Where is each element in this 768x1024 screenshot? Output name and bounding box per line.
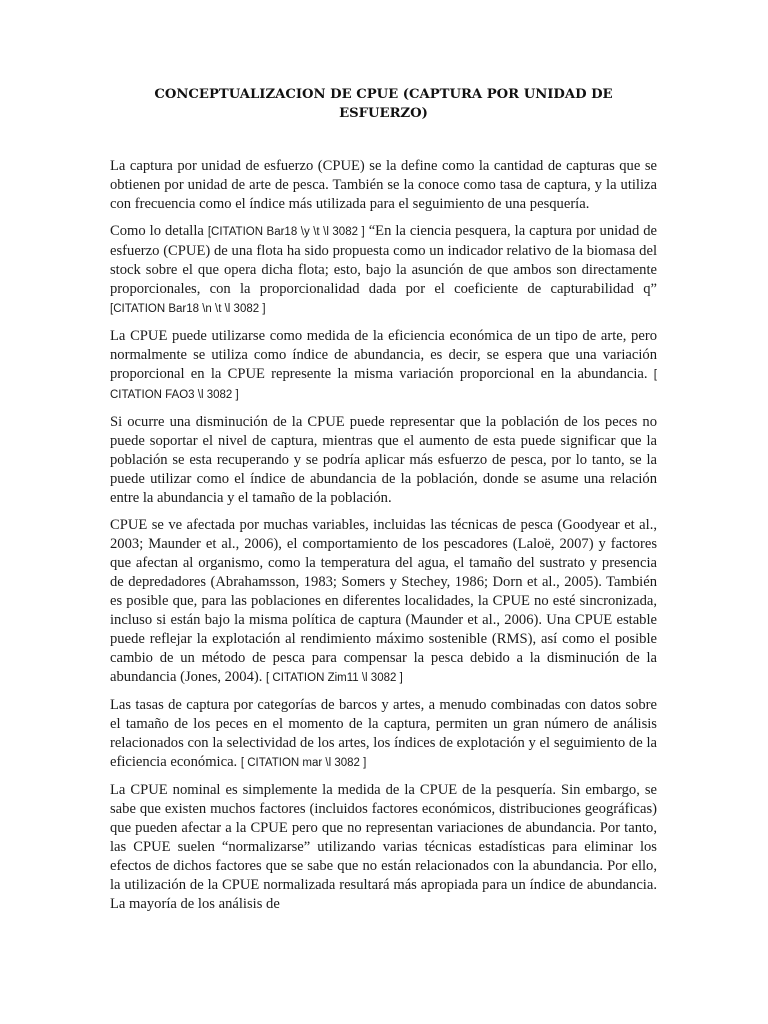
paragraph-nominal <box>110 781 657 914</box>
paragraph-text: Las tasas de captura por categorías de barcos y artes, a menudo combinadas con datos sobre el tamaño de los peces en el momento de la captura, permiten un gran número de análisis relacionados con la selectividad de los artes, los índices de explotación y el seguimiento de la eficiencia económica. <box>110 697 657 770</box>
paragraph-text: La CPUE puede utilizarse como medida de la eficiencia económica de un tipo de arte, pero normalmente se utiliza como índice de abundancia, es decir, se espera que una variación proporcional en la CPUE represente la misma variación proporcional en la abundancia. <box>110 328 657 382</box>
citation-field: [ CITATION mar \l 3082 ] <box>240 757 367 769</box>
citation-field: [CITATION Bar18 \n \t \l 3082 ] <box>110 303 266 315</box>
citation-field: [ CITATION Zim11 \l 3082 ] <box>266 672 403 684</box>
paragraph-text: “En la ciencia pesquera, la captura por unidad de esfuerzo (CPUE) de una flota ha sido propuesta como un indicador relativo de la biomasa del stock sobre el que opera dicha flota; esto, bajo la asunción de que ambos son directamente proporcionales, con la proporcionalidad dada por el coeficiente de capturabilidad q” <box>110 223 657 297</box>
paragraph-text: Si ocurre una disminución de la CPUE puede representar que la población de los peces no puede soportar el nivel de captura, mientras que el aumento de esta puede significar que la población se esta recuperando y se podría aplicar más esfuerzo de pesca, por lo tanto, se la puede utilizar como el índice de abundancia de la población, donde se asume una relación entre la abundancia y el tamaño de la población. <box>110 414 657 506</box>
paragraph-text: La captura por unidad de esfuerzo (CPUE) se la define como la cantidad de capturas que se obtienen por unidad de arte de pesca. También se la conoce como tasa de captura, y la utiliza con frecuencia como el índice más utilizada para el seguimiento de una pesquería. <box>110 158 657 212</box>
document-body <box>110 157 657 922</box>
paragraph-decline <box>110 413 657 508</box>
document-title: CONCEPTUALIZACION DE CPUE (CAPTURA POR UNIDAD DE ESFUERZO) <box>154 87 613 121</box>
paragraph-rates <box>110 696 657 773</box>
citation-field: [ CITATION FAO3 \l 3082 ] <box>110 369 657 401</box>
paragraph-text: La CPUE nominal es simplemente la medida de la CPUE de la pesquería. Sin embargo, se sabe que existen muchos factores (incluidos factores económicos, distribuciones geográficas) que pueden afectar a la CPUE pero que no representan variaciones de abundancia. Por tanto, las CPUE suelen “normalizarse” utilizando varias técnicas estadísticas para eliminar los efectos de dichos factores que se sabe que no están relacionados con la abundancia. Por ello, la utilización de la CPUE normalizada resultará más apropiada para un índice de abundancia. La mayoría de los análisis de <box>110 782 657 912</box>
paragraph-definition <box>110 157 657 214</box>
citation-field: [CITATION Bar18 \y \t \l 3082 ] <box>207 226 365 238</box>
paragraph-text: CPUE se ve afectada por muchas variables, incluidas las técnicas de pesca (Goodyear et al., 2003; Maunder et al., 2006), el comportamiento de los pescadores (Laloë, 2007) y factores que afectan al organismo, como la temperatura del agua, el tamaño del sustrato y presencia de depredadores (Abrahamsson, 1983; Somers y Stechey, 1986; Dorn et al., 2005). También es posible que, para las poblaciones en diferentes localidades, la CPUE no esté sincronizada, incluso si están bajo la misma política de captura (Maunder et al., 2006). Una CPUE estable puede reflejar la explotación al rendimiento máximo sostenible (RMS), así como el posible cambio de un método de pesca para compensar la pesca debido a la disminución de la abundancia (Jones, 2004). <box>110 517 657 685</box>
paragraph-variables <box>110 516 657 688</box>
paragraph-efficiency <box>110 327 657 405</box>
paragraph-quote <box>110 222 657 319</box>
paragraph-text: Como lo detalla <box>110 223 208 239</box>
